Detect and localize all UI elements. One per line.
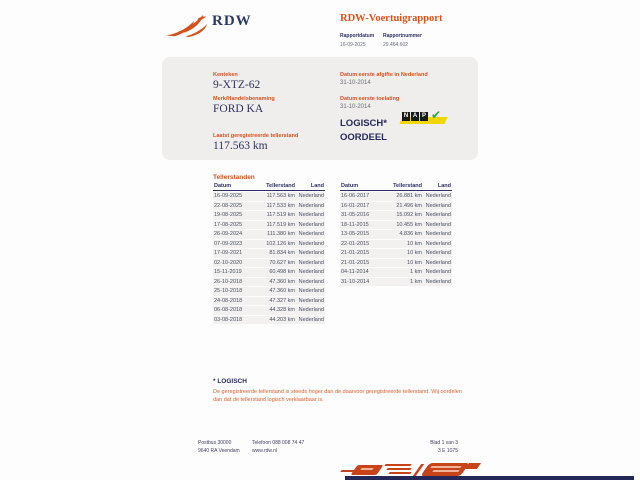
table-row [340,259,452,268]
table-row [340,268,452,277]
table-cell: 26.881 km [396,193,422,199]
odometer-table-left [213,183,325,324]
footer-page-info [398,439,458,455]
table-cell: Nederland [425,250,451,256]
table-cell: Nederland [425,212,451,218]
table-cell: Nederland [425,193,451,199]
nap-check-icon: ✔ [431,108,442,122]
table-row [213,211,325,220]
page-title: RDW-Voertuigrapport [340,13,443,24]
eerste-toelating-value: 31-10-2014 [340,104,371,110]
table-cell: Nederland [298,259,324,266]
table-cell: Nederland [425,231,451,237]
table-row [213,202,325,211]
report-number-value: 29.464.602 [383,42,409,48]
table-cell: 1 km [410,269,422,275]
table-cell: 18-11-2015 [341,221,369,228]
table-cell: 117.519 km [266,221,295,228]
table-cell: 16-06-2017 [341,193,370,199]
nap-letter-n: N [403,113,409,119]
table-row [213,316,325,325]
table-row [340,192,452,201]
table-cell: 02-10-2020 [214,259,243,266]
nap-logo [400,109,458,128]
table-cell: 22-01-2015 [341,240,370,247]
col-tellerstand: Tellerstand [266,183,295,189]
footer-form-code: 3 E 1075 [437,448,458,454]
report-number-label: Rapportnummer [383,33,422,39]
table-row [213,192,325,201]
table-cell: 4.836 km [399,231,422,237]
table-cell: 17-09-2021 [214,250,243,256]
table-row [340,240,452,249]
table-cell: 21-01-2015 [341,250,370,256]
table-cell: 111.380 km [267,231,295,237]
tellerstanden-heading: Tellerstanden [213,174,255,181]
kenteken-value: 9-XTZ-62 [213,79,261,91]
table-row [213,230,325,239]
table-cell: Nederland [425,278,451,285]
eerste-afgifte-label: Datum eerste afgifte in Nederland [340,72,428,78]
table-cell: 19-08-2025 [214,212,243,218]
col-land: Land [310,183,324,189]
table-cell: Nederland [298,202,324,209]
table-row [213,278,325,287]
table-cell: Nederland [298,278,324,285]
table-cell: 117.533 km [266,202,295,209]
table-cell: 21-01-2015 [341,259,370,266]
table-row [213,306,325,315]
table-row [340,211,452,220]
merk-label: Merk/Handelsbenaming [213,96,275,102]
table-cell: Nederland [298,307,324,313]
col-tellerstand: Tellerstand [393,183,422,189]
table-header [213,183,325,191]
tellerstand-label: Laatst geregistreerde tellerstand [213,133,299,139]
col-land: Land [437,183,451,189]
table-cell: 15-11-2019 [214,269,242,275]
table-cell: Nederland [298,250,324,256]
table-row [213,221,325,230]
table-row [213,268,325,277]
table-cell: 10 km [407,250,422,256]
table-cell: 60.498 km [269,269,295,275]
col-datum: Datum [214,183,232,189]
table-cell: 44.203 km [269,316,295,323]
oordeel-line1: LOGISCH* [340,118,387,129]
table-cell: Nederland [298,221,324,228]
rdw-logo-icon [164,13,210,40]
table-cell: 21.496 km [396,202,422,209]
footer-phone: Telefoon 088 008 74 47 [252,440,305,446]
nap-letter-a: A [412,113,418,119]
table-cell: Nederland [298,231,324,237]
footer-website: www.rdw.nl [252,448,278,454]
table-cell: 47.360 km [269,278,295,285]
table-cell: 47.327 km [269,297,295,304]
table-row [340,278,452,287]
table-row [213,259,325,268]
table-cell: 16-09-2025 [214,193,243,199]
table-cell: 15.092 km [396,212,422,218]
table-cell: Nederland [298,297,324,304]
tellerstand-value: 117.563 km [213,140,268,152]
col-datum: Datum [341,183,359,189]
table-row [213,287,325,296]
table-row [213,240,325,249]
table-row [213,249,325,258]
table-cell: 26-10-2018 [214,278,243,285]
table-cell: 24-08-2018 [214,297,243,304]
table-cell: 117.519 km [266,212,295,218]
table-cell: 13-05-2015 [341,231,370,237]
table-cell: 07-09-2023 [214,240,243,247]
kenteken-label: Kenteken [213,72,238,78]
table-header [340,183,452,191]
rdw-logo-wordmark: RDW [212,13,252,29]
table-cell: 16-01-2017 [341,202,370,209]
oordeel-text [340,117,387,144]
table-cell: 81.834 km [269,250,295,256]
table-cell: 22-08-2025 [214,202,243,209]
table-cell: 117.563 km [266,193,295,199]
table-cell: 70.627 km [269,259,295,266]
eerste-toelating-label: Datum eerste toelating [340,96,400,102]
table-cell: Nederland [425,202,451,209]
report-date-label: Rapportdatum [340,33,375,39]
nap-letter-p: P [421,113,426,119]
table-row [340,249,452,258]
table-cell: Nederland [298,212,324,218]
table-cell: 1 km [410,278,422,285]
table-row [213,297,325,306]
table-cell: 44.328 km [269,307,295,313]
odometer-table-right [340,183,452,286]
table-cell: 31-10-2014 [341,278,370,285]
footer-address-line2: 9640 RA Veendam [198,448,240,454]
table-cell: 04-11-2014 [341,269,369,275]
footnote-text: De geregistreerde tellerstand is steeds hoger dan de daarvoor geregistreerde tellerstand. Wij oordelen dan dat de tellerstand logisch verklaarbaar is. [213,389,462,403]
merk-value: FORD KA [213,103,264,115]
footer-page-number: Blad 1 van 3 [430,440,458,446]
table-cell: Nederland [298,316,324,323]
footer-contact [252,439,304,455]
table-row [340,202,452,211]
footer-address-line1: Postbus 30000 [198,440,232,446]
table-cell: Nederland [298,288,324,294]
footer-address [198,439,240,455]
bottom-navy-bar [345,476,634,480]
table-cell: Nederland [298,193,324,199]
vehicle-summary-panel [162,57,478,160]
table-cell: 47.360 km [269,288,295,294]
table-cell: 17-08-2025 [214,221,243,228]
table-cell: Nederland [425,259,451,266]
table-cell: 10 km [407,259,422,266]
table-cell: 10.455 km [396,221,422,228]
table-cell: 03-08-2018 [214,316,243,323]
table-cell: Nederland [298,240,324,247]
table-row [340,221,452,230]
footnote-title: * LOGISCH [213,378,247,385]
table-cell: 31-05-2016 [341,212,370,218]
eerste-afgifte-value: 31-10-2014 [340,80,371,86]
table-cell: Nederland [425,269,451,275]
table-row [340,230,452,239]
table-cell: 10 km [407,240,422,247]
table-cell: 06-08-2018 [214,307,243,313]
table-cell: Nederland [298,269,324,275]
oordeel-line2: OORDEEL [340,131,387,143]
table-cell: 102.126 km [266,240,295,247]
table-cell: Nederland [425,240,451,247]
report-date-value: 16-09-2025 [340,42,366,48]
table-cell: 26-09-2024 [214,231,243,237]
table-cell: Nederland [425,221,451,228]
table-cell: 25-10-2018 [214,288,243,294]
